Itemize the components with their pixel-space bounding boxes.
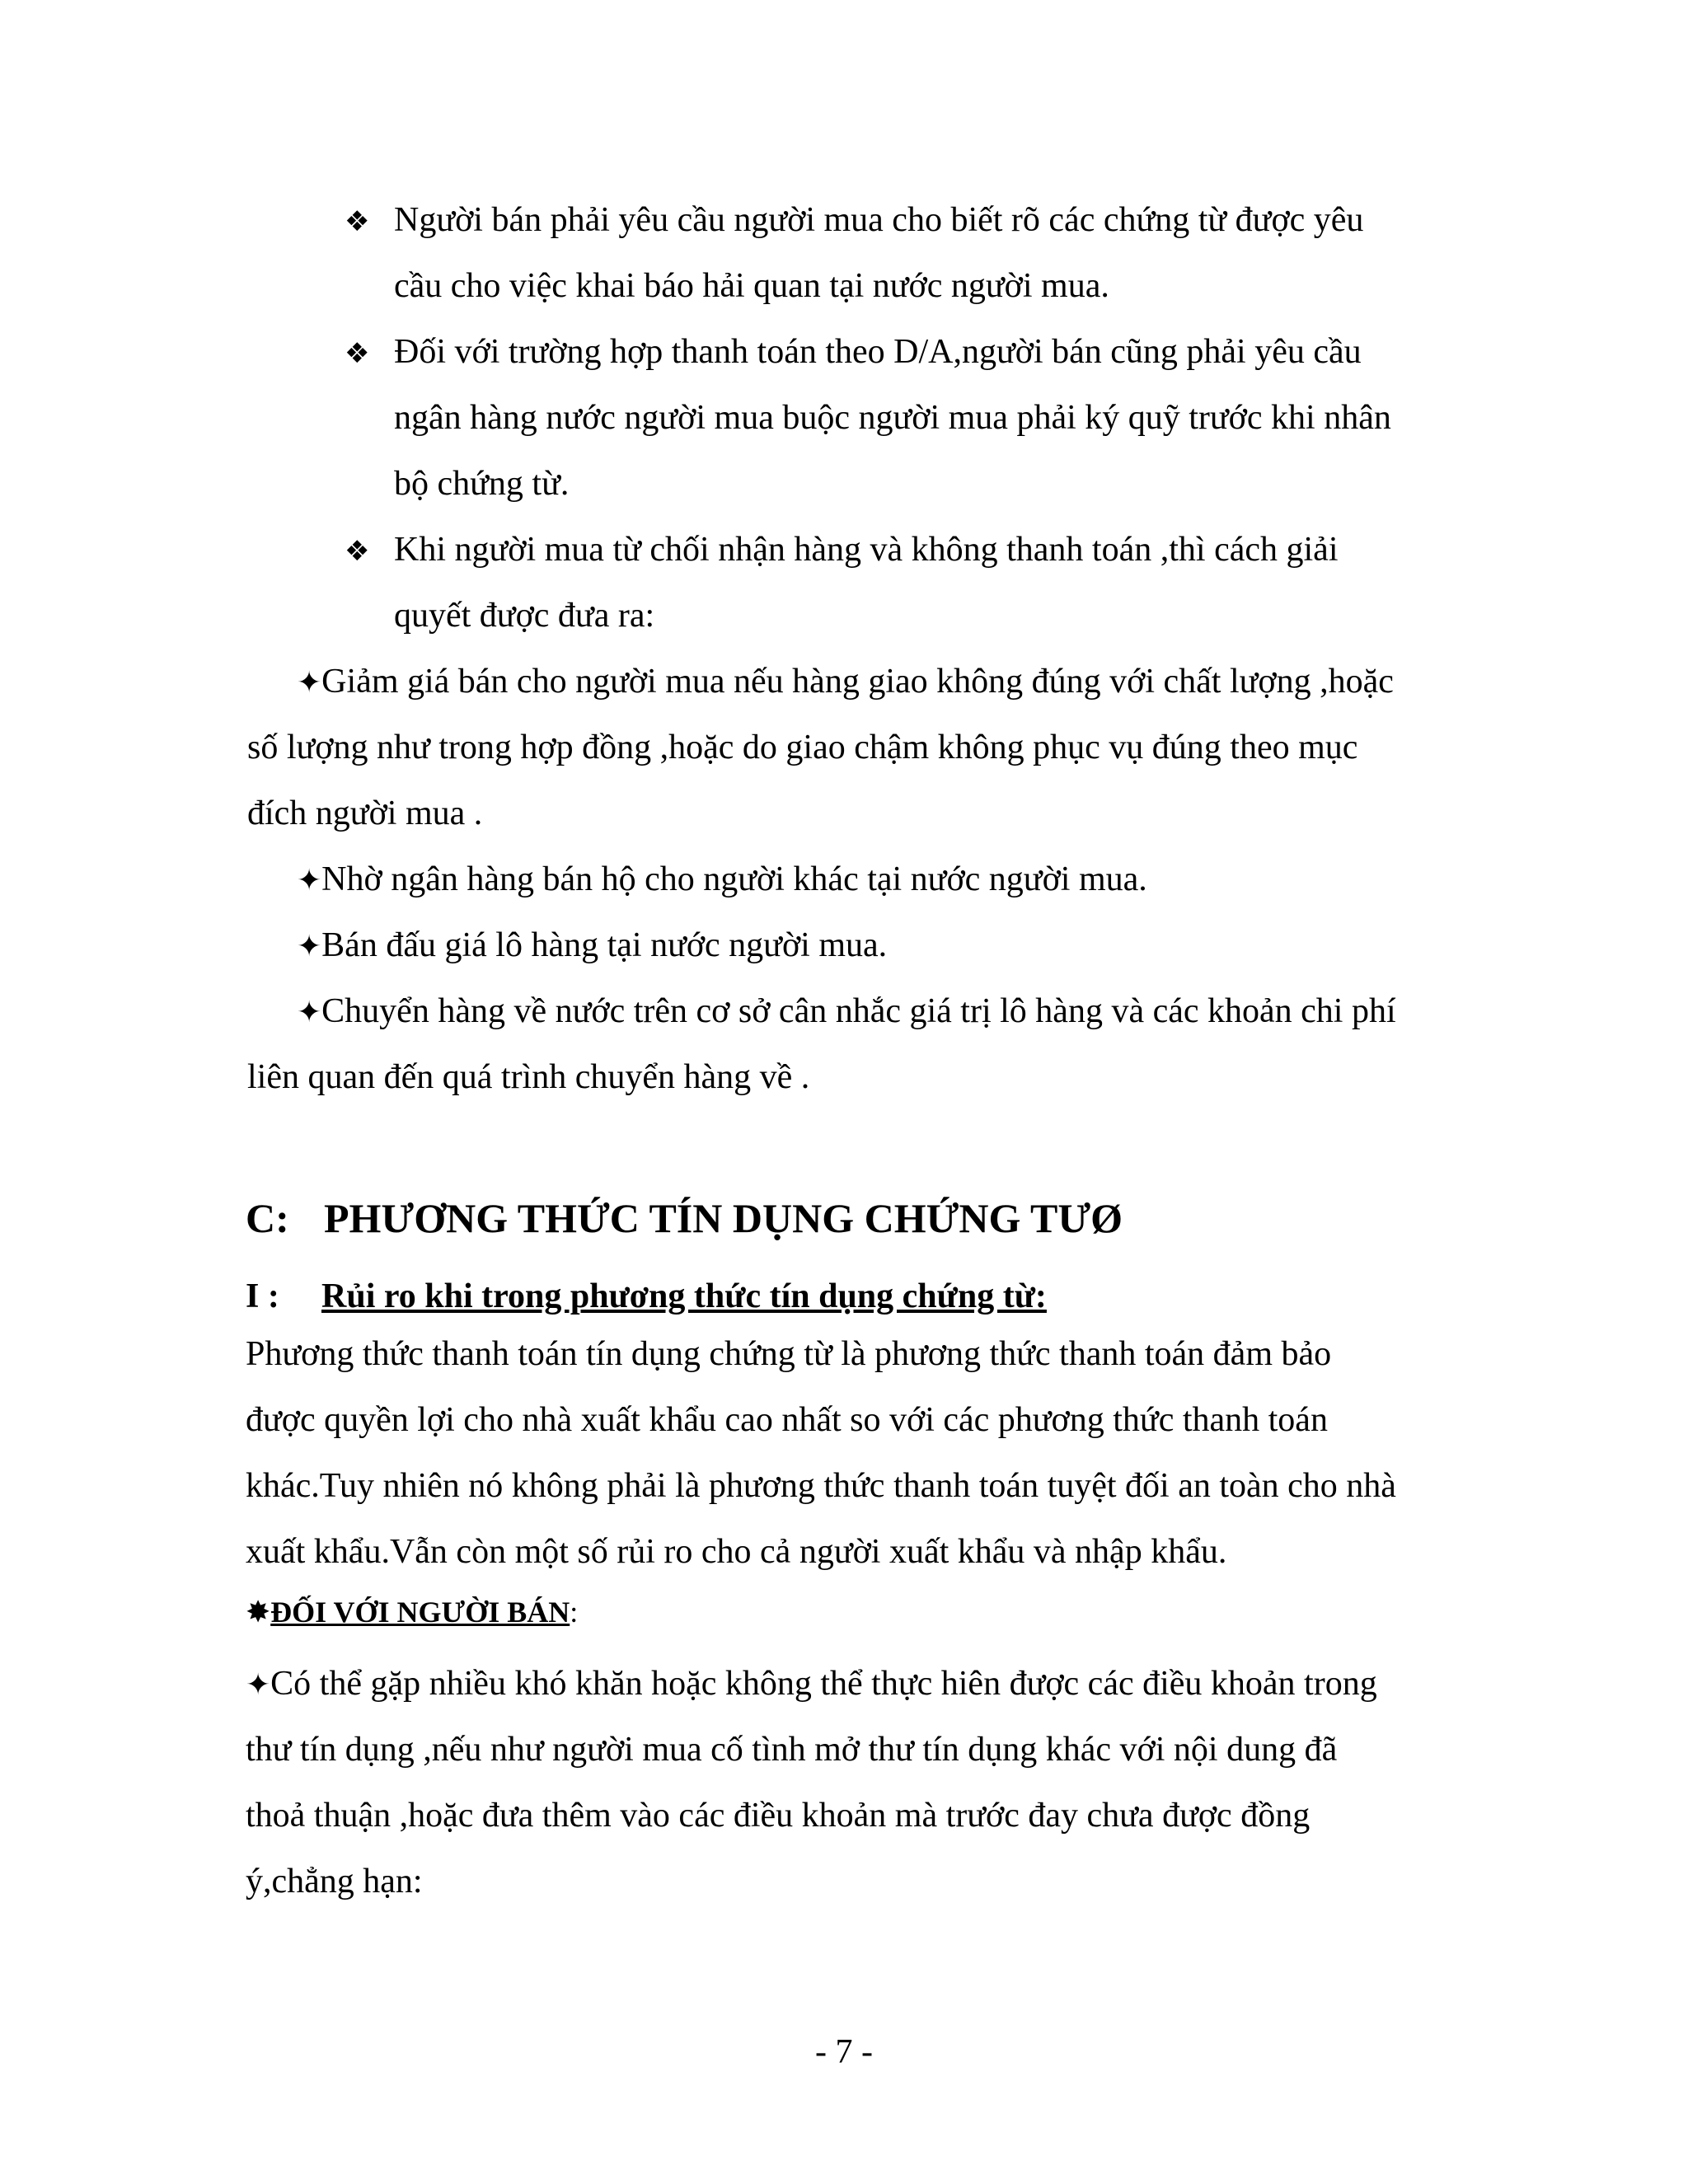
- bullet-item-2: [345, 331, 1362, 374]
- solution-item-1: [297, 661, 1394, 704]
- solution-text: Giảm giá bán cho người mua nếu hàng giao không đúng với chất lượng ,hoặc: [321, 663, 1394, 701]
- bullet-text: Người bán phải yêu cầu người mua cho biết rõ các chứng từ được yêu: [394, 201, 1364, 239]
- bullet-item-3: [345, 529, 1338, 572]
- four-point-star-icon: ✦: [297, 666, 322, 700]
- paragraph-line: Phương thức thanh toán tín dụng chứng từ là phương thức thanh toán đảm bảo: [246, 1335, 1332, 1373]
- section-number: C:: [246, 1195, 289, 1241]
- solution-text: Bán đấu giá lô hàng tại nước người mua.: [321, 926, 888, 964]
- section-heading: [246, 1193, 1123, 1243]
- seller-label: ĐỐI VỚI NGƯỜI BÁN: [270, 1596, 570, 1629]
- risk-continuation: thư tín dụng ,nếu như người mua cố tình mở thư tín dụng khác với nội dung đã: [246, 1731, 1338, 1769]
- risk-item: [246, 1663, 1377, 1706]
- solution-text: Nhờ ngân hàng bán hộ cho người khác tại nước người mua.: [321, 860, 1147, 898]
- section-title: PHƯƠNG THỨC TÍN DỤNG CHỨNG TƯØ: [324, 1195, 1123, 1241]
- page-number: - 7 -: [815, 2033, 873, 2071]
- solution-continuation: đích người mua .: [247, 794, 483, 832]
- bullet-text: Đối với trường hợp thanh toán theo D/A,người bán cũng phải yêu cầu: [394, 333, 1362, 371]
- four-point-star-icon: ✦: [297, 996, 322, 1029]
- bullet-continuation: cầu cho việc khai báo hải quan tại nước người mua.: [394, 267, 1109, 305]
- bullet-item-1: [345, 199, 1363, 242]
- seller-colon: :: [570, 1596, 579, 1629]
- diamond-bullet-icon: ❖: [345, 337, 370, 370]
- four-point-star-icon: ✦: [297, 864, 322, 898]
- bullet-continuation: quyết được đưa ra:: [394, 597, 655, 635]
- diamond-bullet-icon: ❖: [345, 205, 370, 238]
- star-burst-icon: ✸: [246, 1596, 271, 1629]
- risk-continuation: ý,chẳng hạn:: [246, 1863, 423, 1900]
- diamond-bullet-icon: ❖: [345, 535, 370, 568]
- solution-continuation: số lượng như trong hợp đồng ,hoặc do giao chậm không phục vụ đúng theo mục: [247, 729, 1358, 766]
- bullet-text: Khi người mua từ chối nhận hàng và không thanh toán ,thì cách giải: [394, 531, 1339, 569]
- risk-continuation: thoả thuận ,hoặc đưa thêm vào các điều khoản mà trước đay chưa được đồng: [246, 1797, 1311, 1835]
- solution-item-4: [297, 991, 1396, 1033]
- risk-text: Có thể gặp nhiều khó khăn hoặc không thể thực hiên được các điều khoản trong: [270, 1665, 1377, 1703]
- subsection-heading: [246, 1276, 1047, 1317]
- paragraph-line: khác.Tuy nhiên nó không phải là phương thức thanh toán tuyệt đối an toàn cho nhà: [246, 1467, 1396, 1505]
- subsection-title: Rủi ro khi trong phương thức tín dụng chứng từ:: [321, 1277, 1047, 1315]
- solution-item-3: [297, 925, 887, 968]
- solution-text: Chuyển hàng về nước trên cơ sở cân nhắc giá trị lô hàng và các khoản chi phí: [321, 992, 1396, 1030]
- solution-continuation: liên quan đến quá trình chuyển hàng về .: [247, 1058, 810, 1096]
- bullet-continuation: ngân hàng nước người mua buộc người mua phải ký quỹ trước khi nhân: [394, 399, 1391, 437]
- four-point-star-icon: ✦: [297, 930, 322, 963]
- four-point-star-icon: ✦: [246, 1668, 271, 1702]
- subsection-number: I :: [246, 1277, 279, 1315]
- paragraph-line: xuất khẩu.Vẫn còn một số rủi ro cho cả người xuất khẩu và nhập khẩu.: [246, 1533, 1227, 1571]
- solution-item-2: [297, 859, 1147, 902]
- paragraph-line: được quyền lợi cho nhà xuất khẩu cao nhất so với các phương thức thanh toán: [246, 1401, 1328, 1439]
- seller-subheading: [246, 1592, 578, 1633]
- bullet-continuation: bộ chứng từ.: [394, 465, 570, 503]
